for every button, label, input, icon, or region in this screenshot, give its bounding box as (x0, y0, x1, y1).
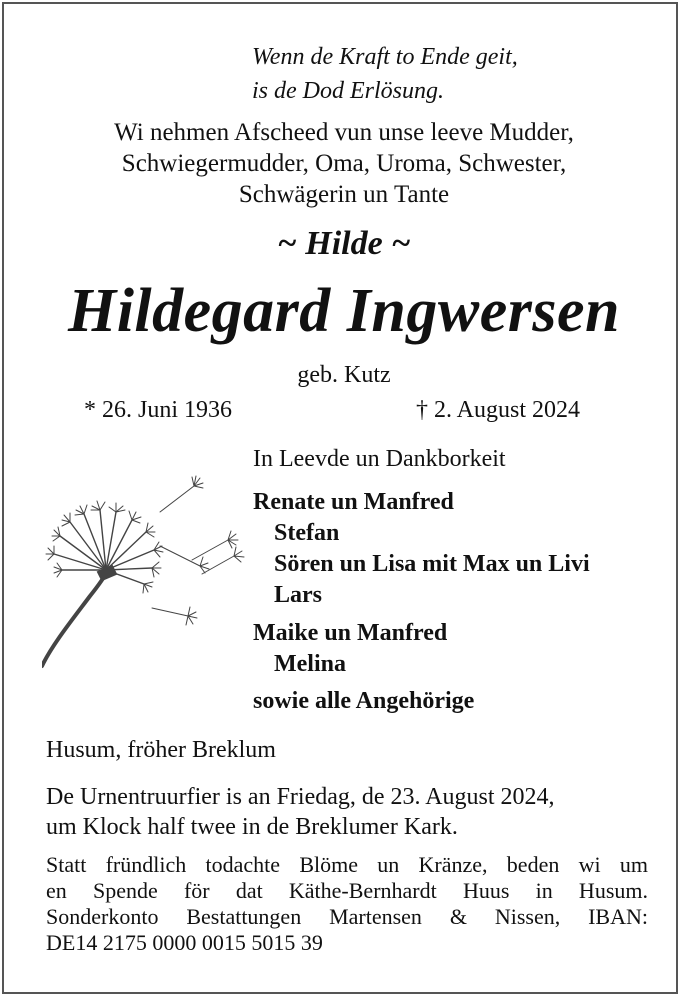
family-member: Lars (274, 582, 322, 608)
motto-line: Wenn de Kraft to Ende geit, (252, 44, 518, 70)
family-member: Sören un Lisa mit Max un Livi (274, 551, 590, 577)
service-line: um Klock half twee in de Breklumer Kark. (46, 814, 458, 840)
note-line: Sonderkonto Bestattungen Martensen & Nissen, IBAN: (46, 904, 648, 929)
service-info (46, 782, 555, 842)
intro-line: Wi nehmen Afscheed vun unse leeve Mudder, (114, 119, 574, 146)
dandelion-icon (42, 470, 252, 675)
nickname: ~ Hilde ~ (277, 225, 411, 262)
family-member: Renate un Manfred (253, 489, 454, 515)
death-date: † 2. August 2024 (416, 397, 581, 423)
intro-line: Schwiegermudder, Oma, Uroma, Schwester, (121, 150, 567, 177)
note-line: en Spende för dat Käthe-Bernhardt Huus in Husum. (46, 878, 648, 903)
note-line: Statt fründlich todachte Blöme un Kränze, beden wi um (46, 852, 648, 877)
iban-line: DE14 2175 0000 0015 5015 39 (46, 930, 323, 955)
motto-quote (252, 40, 518, 108)
family-member: Maike un Manfred (253, 620, 448, 646)
obituary-notice (2, 2, 678, 994)
deceased-name: Hildegard Ingwersen (67, 277, 621, 345)
place-line: Husum, fröher Breklum (46, 737, 276, 763)
family-member: Melina (274, 651, 346, 677)
maiden-name: geb. Kutz (297, 362, 391, 388)
service-line: De Urnentruurfier is an Friedag, de 23. August 2024, (46, 784, 555, 810)
intro-text (4, 117, 684, 210)
intro-line: Schwägerin un Tante (238, 181, 450, 208)
family-member: sowie alle Angehörige (253, 688, 475, 714)
motto-line: is de Dod Erlösung. (252, 78, 444, 104)
family-member: Stefan (274, 520, 340, 546)
thanks-line: In Leevde un Dankborkeit (253, 446, 506, 472)
donation-note (46, 852, 648, 956)
birth-date: * 26. Juni 1936 (84, 397, 233, 423)
